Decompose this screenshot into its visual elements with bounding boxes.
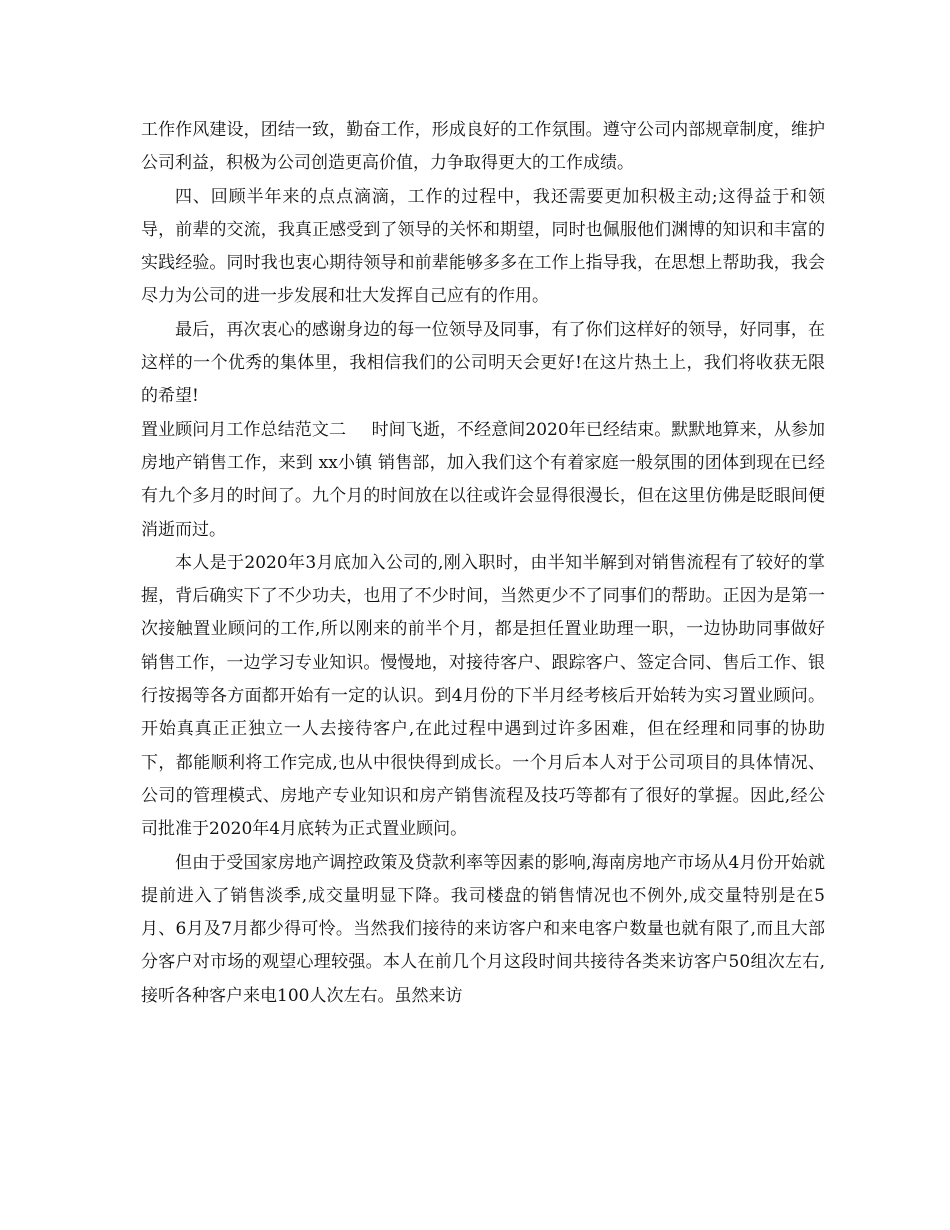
section-title: 置业顾问月工作总结范文二 (141, 419, 347, 440)
paragraph-5: 本人是于2020年3月底加入公司的,刚入职时，由半知半解到对销售流程有了较好的掌握，背后确实下了不少功夫，也用了不少时间，当然更少不了同事们的帮助。正因为是第一次接触置业顾问的工作,所以刚来的前半个月，都是担任置业助理一职，一边协助同事做好销售工作，一边学习专业知识。慢慢地，对接待客户、跟踪客户、签定合同、售后工作、银行按揭等各方面都开始有一定的认识。到4月份的下半月经考核后开始转为实习置业顾问。开始真真正正独立一人去接待客户,在此过程中遇到过许多困难，但在经理和同事的协助下，都能顺利将工作完成,也从中很快得到成长。一个月后本人对于公司项目的具体情况、公司的管理模式、房地产专业知识和房产销售流程及技巧等都有了很好的掌握。因此,经公司批准于2020年4月底转为正式置业顾问。 (141, 552, 825, 840)
document-body (141, 114, 825, 1013)
paragraph-4-text: 时间飞逝，不经意间2020年已经结束。默默地算来，从参加房地产销售工作，来到 xx小镇 销售部，加入我们这个有着家庭一般氛围的团体到现在已经有九个多月的时间了。九个月的时间放在以往或许会显得很漫长，但在这里仿佛是眨眼间便消逝而过。 (141, 419, 825, 540)
paragraph-6: 但由于受国家房地产调控政策及贷款利率等因素的影响,海南房地产市场从4月份开始就提前进入了销售淡季,成交量明显下降。我司楼盘的销售情况也不例外,成交量特别是在5月、6月及7月都少得可怜。当然我们接待的来访客户和来电客户数量也就有限了,而且大部分客户对市场的观望心理较强。本人在前几个月这段时间共接待各类来访客户50组次左右,接听各种客户来电100人次左右。虽然来访 (141, 852, 825, 1006)
paragraph-4 (141, 414, 825, 547)
paragraph-2: 四、回顾半年来的点点滴滴，工作的过程中，我还需要更加积极主动;这得益于和领导，前辈的交流，我真正感受到了领导的关怀和期望，同时也佩服他们渊博的知识和丰富的实践经验。同时我也衷心期待领导和前辈能够多多在工作上指导我，在思想上帮助我，我会尽力为公司的进一步发展和壮大发挥自己应有的作用。 (141, 186, 825, 307)
paragraph-3: 最后，再次衷心的感谢身边的每一位领导及同事，有了你们这样好的领导，好同事，在这样的一个优秀的集体里，我相信我们的公司明天会更好!在这片热土上，我们将收获无限的希望! (141, 319, 825, 407)
paragraph-1: 工作作风建设，团结一致，勤奋工作，形成良好的工作氛围。遵守公司内部规章制度，维护公司利益，积极为公司创造更高价值，力争取得更大的工作成绩。 (141, 120, 825, 174)
